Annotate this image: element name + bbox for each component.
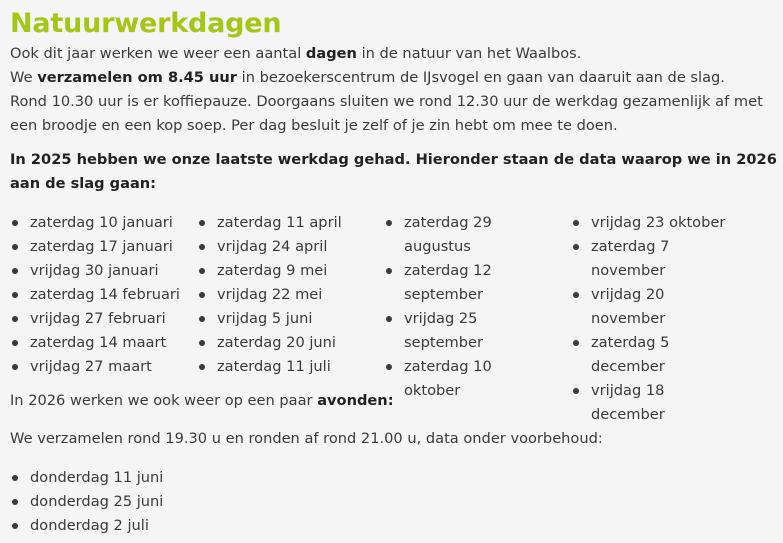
intro-days-bold: dagen [305,45,357,62]
date-list-item: vrijdag 5 juni [197,307,377,331]
intro-line-1 [10,42,783,66]
date-list-item: zaterdag 7 november [571,235,736,283]
date-list-item: zaterdag 29 augustus [384,211,549,259]
intro-line-2-c: in bezoekerscentrum de IJsvogel en gaan van daaruit aan de slag. [237,69,725,86]
date-list-item: zaterdag 5 december [571,331,736,379]
announcement: In 2025 hebben we onze laatste werkdag gehad. Hieronder staan de data waarop we in 2026 aan de slag gaan: [10,151,777,192]
date-list-item: zaterdag 9 mei [197,259,377,283]
evenings-intro-a: In 2026 werken we ook weer op een paar [10,391,318,409]
date-list-item: vrijdag 23 oktober [571,211,736,235]
date-list-item: zaterdag 12 september [384,259,549,307]
intro-line-1-a: Ook dit jaar werken we weer een aantal [10,45,306,62]
date-column-1 [10,211,190,379]
intro-gather-bold: verzamelen om 8.45 uur [37,69,238,86]
date-list-item: zaterdag 14 maart [10,331,190,355]
date-list-item: donderdag 11 juni [10,466,783,490]
date-list-item: zaterdag 14 februari [10,283,190,307]
date-list-item: vrijdag 27 maart [10,355,190,379]
date-list-item: vrijdag 20 november [571,283,736,331]
intro-text [10,42,783,138]
date-column-3 [384,211,549,403]
date-list-item: vrijdag 18 december [571,379,736,427]
date-list-item: zaterdag 11 juli [197,355,377,379]
date-list-item: zaterdag 17 januari [10,235,190,259]
date-list-item: zaterdag 20 juni [197,331,377,355]
date-list-item: donderdag 25 juni [10,490,783,514]
intro-line-2-a: We [10,69,38,86]
date-list-item: vrijdag 22 mei [197,283,377,307]
date-list-item: zaterdag 11 april [197,211,377,235]
date-list-item: vrijdag 30 januari [10,259,190,283]
date-list-item: zaterdag 10 januari [10,211,190,235]
intro-line-1-c: in de natuur van het Waalbos. [356,45,582,62]
date-list-item: vrijdag 27 februari [10,307,190,331]
evenings-note: We verzamelen rond 19.30 u en ronden af rond 21.00 u, data onder voorbehoud: [10,430,603,448]
date-column-2 [197,211,377,379]
date-list-item: vrijdag 24 april [197,235,377,259]
evening-dates-list [10,466,783,538]
date-list-item: vrijdag 25 september [384,307,549,355]
date-list-item: donderdag 2 juli [10,514,783,538]
date-list-item: zaterdag 10 oktober [384,355,549,403]
evenings-bold: avonden: [317,391,394,409]
intro-line-2 [10,66,783,90]
date-column-4 [571,211,736,427]
page-title: Natuurwerkdagen [10,8,282,39]
intro-line-3: Rond 10.30 uur is er koffiepauze. Doorgaans sluiten we rond 12.30 uur de werkdag gezamenlijk af met een broodje en een kop soep. Per dag besluit je zelf of je zin hebt om mee te doen. [10,93,763,134]
